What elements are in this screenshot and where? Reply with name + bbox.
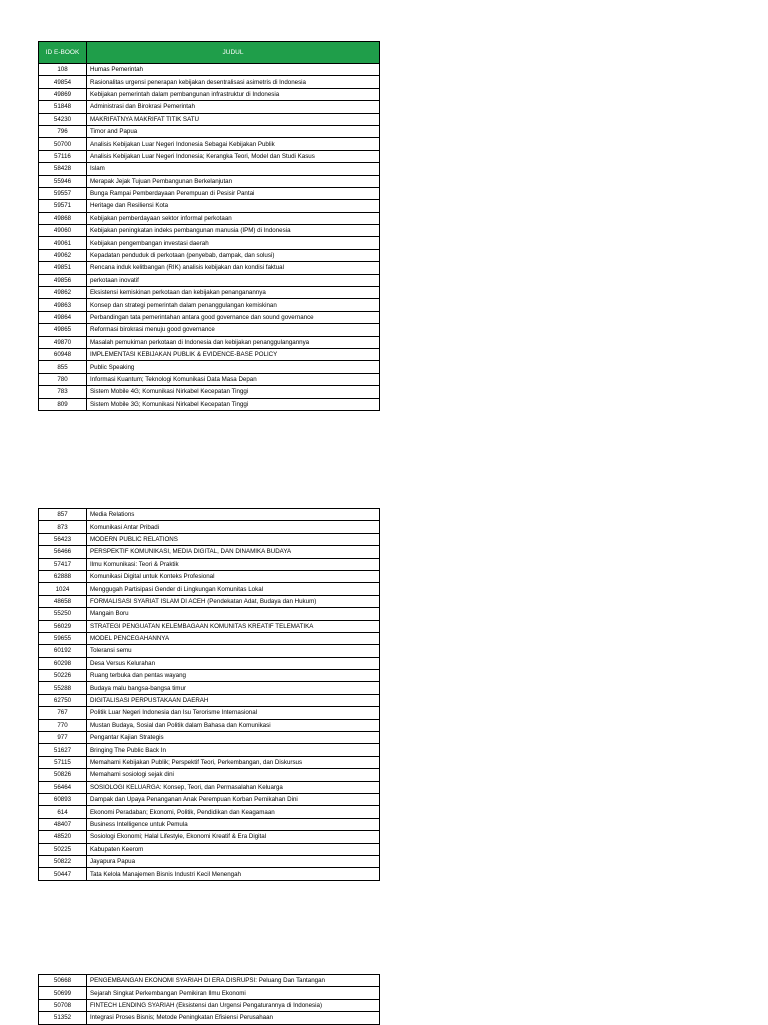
ebook-title-cell: Jayapura Papua bbox=[87, 855, 380, 867]
table-row bbox=[39, 348, 380, 360]
ebook-title-cell: Media Relations bbox=[87, 509, 380, 521]
ebook-title-cell: Eksistensi kemiskinan perkotaan dan kebijakan penanganannya bbox=[87, 287, 380, 299]
ebook-title-cell: Toleransi semu bbox=[87, 645, 380, 657]
table-row bbox=[39, 101, 380, 113]
ebook-title-cell: Tata Kelola Manajemen Bisnis Industri Kecil Menengah bbox=[87, 868, 380, 880]
ebook-title-cell: Kebijakan pengembangan investasi daerah bbox=[87, 237, 380, 249]
ebook-title-cell: Memahami Kebijakan Publik; Perspektif Teori, Perkembangan, dan Diskursus bbox=[87, 756, 380, 768]
ebook-title-cell: Bringing The Public Back In bbox=[87, 744, 380, 756]
ebook-title-cell: Menggugah Partisipasi Gender di Lingkungan Komunitas Lokal bbox=[87, 583, 380, 595]
ebook-title-cell: Kabupaten Keerom bbox=[87, 843, 380, 855]
ebook-title-cell: Komunikasi Digital untuk Konteks Profesional bbox=[87, 570, 380, 582]
ebook-id-cell: 59557 bbox=[39, 187, 87, 199]
table-row bbox=[39, 806, 380, 818]
ebook-id-cell: 857 bbox=[39, 509, 87, 521]
table-row bbox=[39, 150, 380, 162]
ebook-title-cell: Budaya malu bangsa-bangsa timur bbox=[87, 682, 380, 694]
ebook-title-cell: Kebijakan peningkatan indeks pembangunan manusia (IPM) di Indonesia bbox=[87, 225, 380, 237]
table-body bbox=[39, 975, 380, 1025]
ebook-title-cell: Kepadatan penduduk di perkotaan (penyebab, dampak, dan solusi) bbox=[87, 249, 380, 261]
ebook-id-cell: 48407 bbox=[39, 818, 87, 830]
ebook-title-cell: MAKRIFATNYA MAKRIFAT TITIK SATU bbox=[87, 113, 380, 125]
ebook-title-cell: Analisis Kebijakan Luar Negeri Indonesia Sebagai Kebijakan Publik bbox=[87, 138, 380, 150]
ebook-id-cell: 55288 bbox=[39, 682, 87, 694]
table-row bbox=[39, 521, 380, 533]
ebook-title-cell: Mangain Boru bbox=[87, 608, 380, 620]
table-header-row bbox=[39, 42, 380, 64]
ebook-title-cell: Rencana induk kelitbangan (RIK) analisis kebijakan dan kondisi faktual bbox=[87, 262, 380, 274]
ebook-table-block-3 bbox=[38, 974, 380, 1025]
ebook-title-cell: Analisis Kebijakan Luar Negeri Indonesia; Kerangka Teori, Model dan Studi Kasus bbox=[87, 150, 380, 162]
ebook-title-cell: Reformasi birokrasi menuju good governance bbox=[87, 324, 380, 336]
ebook-title-cell: Timor and Papua bbox=[87, 125, 380, 137]
table-row bbox=[39, 311, 380, 323]
table-row bbox=[39, 138, 380, 150]
ebook-title-cell: STRATEGI PENGUATAN KELEMBAGAAN KOMUNITAS KREATIF TELEMATIKA bbox=[87, 620, 380, 632]
ebook-id-cell: 49870 bbox=[39, 336, 87, 348]
ebook-id-cell: 59655 bbox=[39, 632, 87, 644]
ebook-id-cell: 59571 bbox=[39, 200, 87, 212]
table-row bbox=[39, 831, 380, 843]
table-row bbox=[39, 583, 380, 595]
title-column-header: JUDUL bbox=[87, 42, 380, 64]
table-row bbox=[39, 707, 380, 719]
ebook-title-cell: Business Intelligence untuk Pemula bbox=[87, 818, 380, 830]
ebook-id-cell: 60192 bbox=[39, 645, 87, 657]
ebook-title-cell: Pengantar Kajian Strategis bbox=[87, 732, 380, 744]
ebook-title-cell: Heritage dan Resiliensi Kota bbox=[87, 200, 380, 212]
table-row bbox=[39, 843, 380, 855]
ebook-id-cell: 780 bbox=[39, 373, 87, 385]
ebook-id-cell: 50668 bbox=[39, 975, 87, 987]
ebook-id-cell: 796 bbox=[39, 125, 87, 137]
ebook-id-cell: 49856 bbox=[39, 274, 87, 286]
table-row bbox=[39, 719, 380, 731]
table-row bbox=[39, 398, 380, 410]
table-row bbox=[39, 608, 380, 620]
table-row bbox=[39, 249, 380, 261]
ebook-id-cell: 56029 bbox=[39, 620, 87, 632]
ebook-id-cell: 48520 bbox=[39, 831, 87, 843]
table-row bbox=[39, 533, 380, 545]
table-row bbox=[39, 999, 380, 1011]
ebook-id-cell: 49862 bbox=[39, 287, 87, 299]
table-row bbox=[39, 64, 380, 76]
table-row bbox=[39, 212, 380, 224]
ebook-title-cell: Ruang terbuka dan pentas wayang bbox=[87, 670, 380, 682]
table-row bbox=[39, 781, 380, 793]
ebook-id-cell: 60948 bbox=[39, 348, 87, 360]
ebook-id-cell: 56423 bbox=[39, 533, 87, 545]
table-row bbox=[39, 975, 380, 987]
ebook-id-cell: 62750 bbox=[39, 694, 87, 706]
ebook-title-cell: SOSIOLOGI KELUARGA: Konsep, Teori, dan Permasalahan Keluarga bbox=[87, 781, 380, 793]
table-row bbox=[39, 175, 380, 187]
table-row bbox=[39, 125, 380, 137]
ebook-title-cell: Sistem Mobile 3G; Komunikasi Nirkabel Kecepatan Tinggi bbox=[87, 398, 380, 410]
ebook-id-cell: 51352 bbox=[39, 1012, 87, 1024]
ebook-title-cell: Ilmu Komunikasi: Teori & Praktik bbox=[87, 558, 380, 570]
table-row bbox=[39, 570, 380, 582]
table-row bbox=[39, 361, 380, 373]
ebook-id-cell: 55250 bbox=[39, 608, 87, 620]
table-row bbox=[39, 558, 380, 570]
ebook-title-cell: IMPLEMENTASI KEBIJAKAN PUBLIK & EVIDENCE-BASE POLICY bbox=[87, 348, 380, 360]
id-column-header: ID E-BOOK bbox=[39, 42, 87, 64]
ebook-id-cell: 783 bbox=[39, 386, 87, 398]
ebook-title-cell: Memahami sosiologi sejak dini bbox=[87, 769, 380, 781]
table-row bbox=[39, 225, 380, 237]
table-row bbox=[39, 694, 380, 706]
ebook-id-cell: 49864 bbox=[39, 311, 87, 323]
table-row bbox=[39, 274, 380, 286]
table-body bbox=[39, 509, 380, 881]
table-body bbox=[39, 64, 380, 411]
ebook-id-cell: 48658 bbox=[39, 595, 87, 607]
table-row bbox=[39, 756, 380, 768]
ebook-id-cell: 49854 bbox=[39, 76, 87, 88]
ebook-id-cell: 108 bbox=[39, 64, 87, 76]
table-row bbox=[39, 262, 380, 274]
table-row bbox=[39, 769, 380, 781]
ebook-title-cell: Sistem Mobile 4G; Komunikasi Nirkabel Kecepatan Tinggi bbox=[87, 386, 380, 398]
ebook-id-cell: 49868 bbox=[39, 212, 87, 224]
ebook-title-cell: Mustan Budaya, Sosial dan Politik dalam Bahasa dan Komunikasi bbox=[87, 719, 380, 731]
ebook-id-cell: 58428 bbox=[39, 163, 87, 175]
table-row bbox=[39, 595, 380, 607]
ebook-id-cell: 50826 bbox=[39, 769, 87, 781]
ebook-title-cell: Masalah pemukiman perkotaan di Indonesia dan kebijakan penanggulangannya bbox=[87, 336, 380, 348]
table-row bbox=[39, 113, 380, 125]
ebook-title-cell: perkotaan inovatif bbox=[87, 274, 380, 286]
table-row bbox=[39, 336, 380, 348]
table-row bbox=[39, 645, 380, 657]
ebook-title-cell: Rasionalitas urgensi penerapan kebijakan desentralisasi asimetris di Indonesia bbox=[87, 76, 380, 88]
ebook-id-cell: 1024 bbox=[39, 583, 87, 595]
ebook-id-cell: 56466 bbox=[39, 546, 87, 558]
table-row bbox=[39, 237, 380, 249]
ebook-id-cell: 57417 bbox=[39, 558, 87, 570]
ebook-id-cell: 51627 bbox=[39, 744, 87, 756]
table-row bbox=[39, 373, 380, 385]
ebook-id-cell: 977 bbox=[39, 732, 87, 744]
ebook-title-cell: Informasi Kuantum; Teknologi Komunikasi Data Masa Depan bbox=[87, 373, 380, 385]
ebook-id-cell: 60298 bbox=[39, 657, 87, 669]
ebook-id-cell: 49061 bbox=[39, 237, 87, 249]
ebook-title-cell: MODERN PUBLIC RELATIONS bbox=[87, 533, 380, 545]
ebook-id-cell: 49851 bbox=[39, 262, 87, 274]
ebook-id-cell: 62888 bbox=[39, 570, 87, 582]
table-row bbox=[39, 1012, 380, 1024]
ebook-id-cell: 60893 bbox=[39, 793, 87, 805]
ebook-title-cell: Public Speaking bbox=[87, 361, 380, 373]
table-row bbox=[39, 76, 380, 88]
ebook-id-cell: 50225 bbox=[39, 843, 87, 855]
ebook-title-cell: FORMALISASI SYARIAT ISLAM DI ACEH (Pendekatan Adat, Budaya dan Hukum) bbox=[87, 595, 380, 607]
ebook-id-cell: 55946 bbox=[39, 175, 87, 187]
ebook-id-cell: 873 bbox=[39, 521, 87, 533]
table-row bbox=[39, 732, 380, 744]
ebook-id-cell: 50708 bbox=[39, 999, 87, 1011]
ebook-title-cell: MODEL PENCEGAHANNYA bbox=[87, 632, 380, 644]
table-row bbox=[39, 670, 380, 682]
ebook-id-cell: 50447 bbox=[39, 868, 87, 880]
ebook-table-block-2 bbox=[38, 508, 380, 881]
ebook-title-cell: Administrasi dan Birokrasi Pemerintah bbox=[87, 101, 380, 113]
ebook-title-cell: Konsep dan strategi pemerintah dalam penanggulangan kemiskinan bbox=[87, 299, 380, 311]
ebook-title-cell: FINTECH LENDING SYARIAH (Eksistensi dan Urgensi Pengaturannya di Indonesia) bbox=[87, 999, 380, 1011]
table-row bbox=[39, 287, 380, 299]
ebook-title-cell: Komunikasi Antar Pribadi bbox=[87, 521, 380, 533]
ebook-title-cell: Politik Luar Negeri Indonesia dan Isu Terorisme Internasional bbox=[87, 707, 380, 719]
ebook-id-cell: 809 bbox=[39, 398, 87, 410]
ebook-id-cell: 855 bbox=[39, 361, 87, 373]
ebook-title-cell: Bunga Rampai Pemberdayaan Perempuan di Pesisir Pantai bbox=[87, 187, 380, 199]
table-row bbox=[39, 546, 380, 558]
ebook-title-cell: DIGITALISASI PERPUSTAKAAN DAERAH bbox=[87, 694, 380, 706]
ebook-id-cell: 50822 bbox=[39, 855, 87, 867]
ebook-title-cell: Humas Pemerintah bbox=[87, 64, 380, 76]
ebook-id-cell: 49869 bbox=[39, 88, 87, 100]
table-row bbox=[39, 987, 380, 999]
ebook-id-cell: 49863 bbox=[39, 299, 87, 311]
table-row bbox=[39, 744, 380, 756]
table-row bbox=[39, 855, 380, 867]
table-row bbox=[39, 632, 380, 644]
table-row bbox=[39, 818, 380, 830]
ebook-title-cell: Dampak dan Upaya Penanganan Anak Perempuan Korban Pernikahan Dini bbox=[87, 793, 380, 805]
ebook-id-cell: 767 bbox=[39, 707, 87, 719]
table-row bbox=[39, 657, 380, 669]
ebook-id-cell: 49062 bbox=[39, 249, 87, 261]
ebook-title-cell: Desa Versus Kelurahan bbox=[87, 657, 380, 669]
ebook-id-cell: 56464 bbox=[39, 781, 87, 793]
ebook-table-block-1 bbox=[38, 41, 380, 411]
ebook-id-cell: 57115 bbox=[39, 756, 87, 768]
ebook-id-cell: 614 bbox=[39, 806, 87, 818]
ebook-title-cell: Kebijakan pemerintah dalam pembangunan infrastruktur di Indonesia bbox=[87, 88, 380, 100]
ebook-id-cell: 54230 bbox=[39, 113, 87, 125]
ebook-id-cell: 770 bbox=[39, 719, 87, 731]
table-row bbox=[39, 163, 380, 175]
ebook-title-cell: Perbandingan tata pemerintahan antara good governance dan sound governance bbox=[87, 311, 380, 323]
table-row bbox=[39, 682, 380, 694]
table-row bbox=[39, 88, 380, 100]
ebook-title-cell: Kebijakan pemberdayaan sektor informal perkotaan bbox=[87, 212, 380, 224]
table-row bbox=[39, 509, 380, 521]
ebook-title-cell: Ekonomi Peradaban; Ekonomi, Politik, Pendidikan dan Keagamaan bbox=[87, 806, 380, 818]
ebook-id-cell: 50226 bbox=[39, 670, 87, 682]
ebook-title-cell: Integrasi Proses Bisnis; Metode Peningkatan Efisiensi Perusahaan bbox=[87, 1012, 380, 1024]
ebook-id-cell: 57116 bbox=[39, 150, 87, 162]
table-row bbox=[39, 324, 380, 336]
ebook-title-cell: Sejarah Singkat Perkembangan Pemikiran Ilmu Ekonomi bbox=[87, 987, 380, 999]
table-row bbox=[39, 793, 380, 805]
table-row bbox=[39, 868, 380, 880]
ebook-id-cell: 49865 bbox=[39, 324, 87, 336]
ebook-title-cell: Islam bbox=[87, 163, 380, 175]
table-row bbox=[39, 299, 380, 311]
ebook-title-cell: Sosiologi Ekonomi; Halal Lifestyle, Ekonomi Kreatif & Era Digital bbox=[87, 831, 380, 843]
ebook-id-cell: 50699 bbox=[39, 987, 87, 999]
ebook-id-cell: 50700 bbox=[39, 138, 87, 150]
ebook-title-cell: PENGEMBANGAN EKONOMI SYARIAH DI ERA DISRUPSI: Peluang Dan Tantangan bbox=[87, 975, 380, 987]
table-row bbox=[39, 620, 380, 632]
ebook-title-cell: Merapak Jejak Tujuan Pembangunan Berkelanjutan bbox=[87, 175, 380, 187]
table-row bbox=[39, 200, 380, 212]
table-row bbox=[39, 187, 380, 199]
ebook-id-cell: 51848 bbox=[39, 101, 87, 113]
table-row bbox=[39, 386, 380, 398]
ebook-title-cell: PERSPEKTIF KOMUNIKASI, MEDIA DIGITAL, DAN DINAMIKA BUDAYA bbox=[87, 546, 380, 558]
ebook-id-cell: 49060 bbox=[39, 225, 87, 237]
